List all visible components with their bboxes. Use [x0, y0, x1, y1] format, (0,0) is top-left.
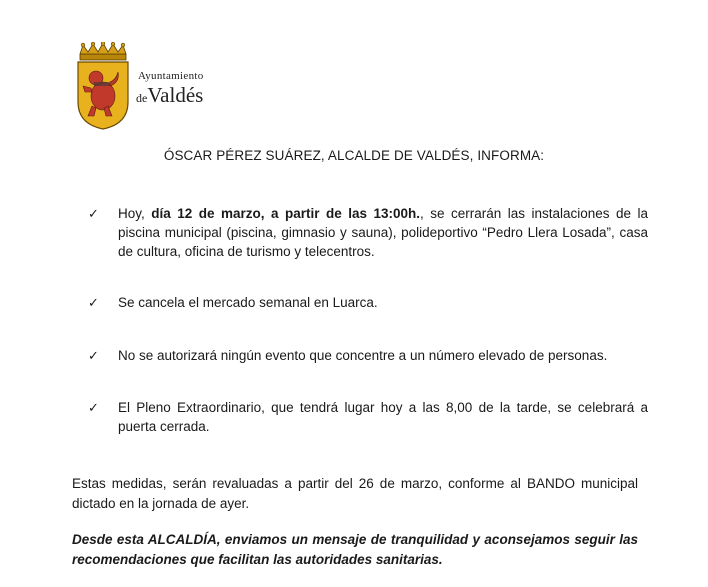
- check-icon: ✓: [88, 295, 99, 310]
- item-text-post: , se cerrarán las instalaciones de la piscina municipal (piscina, gimnasio y sauna), polideportivo “Pedro Llera Losada”, casa de cultura, oficina de turismo y telecentros.: [118, 206, 648, 259]
- list-item-text: [118, 204, 648, 261]
- coat-of-arms-logo: [74, 42, 132, 130]
- list-item: [88, 293, 648, 312]
- list-item: [88, 346, 648, 365]
- notice-heading: ÓSCAR PÉREZ SUÁREZ, ALCALDE DE VALDÉS, INFORMA:: [163, 148, 545, 163]
- list-item-text: Se cancela el mercado semanal en Luarca.: [118, 295, 378, 310]
- check-icon: ✓: [88, 206, 99, 221]
- list-item-text: No se autorizará ningún evento que concentre a un número elevado de personas.: [118, 348, 608, 363]
- item-text-pre: Hoy,: [118, 206, 152, 221]
- organization-name: [136, 70, 204, 108]
- item-text-bold: día 12 de marzo, a partir de las 13:00h.: [151, 206, 420, 221]
- closing-paragraph: Desde esta ALCALDÍA, enviamos un mensaje de tranquilidad y aconsejamos seguir las recomendaciones que facilitan las autoridades sanitarias.: [72, 532, 638, 567]
- check-icon: ✓: [88, 348, 99, 363]
- measures-paragraph: Estas medidas, serán revaluadas a partir del 26 de marzo, conforme al BANDO municipal dictado en la jornada de ayer.: [72, 476, 638, 511]
- org-line2: [136, 83, 204, 108]
- check-icon: ✓: [88, 400, 99, 415]
- org-de: de: [136, 91, 148, 105]
- org-line1: Ayuntamiento: [138, 70, 204, 82]
- org-name: Valdés: [147, 83, 204, 107]
- list-item: [88, 204, 648, 261]
- list-item-text: El Pleno Extraordinario, que tendrá lugar hoy a las 8,00 de la tarde, se celebrará a puerta cerrada.: [118, 400, 648, 434]
- list-item: [88, 398, 648, 436]
- crown-icon: [80, 42, 126, 60]
